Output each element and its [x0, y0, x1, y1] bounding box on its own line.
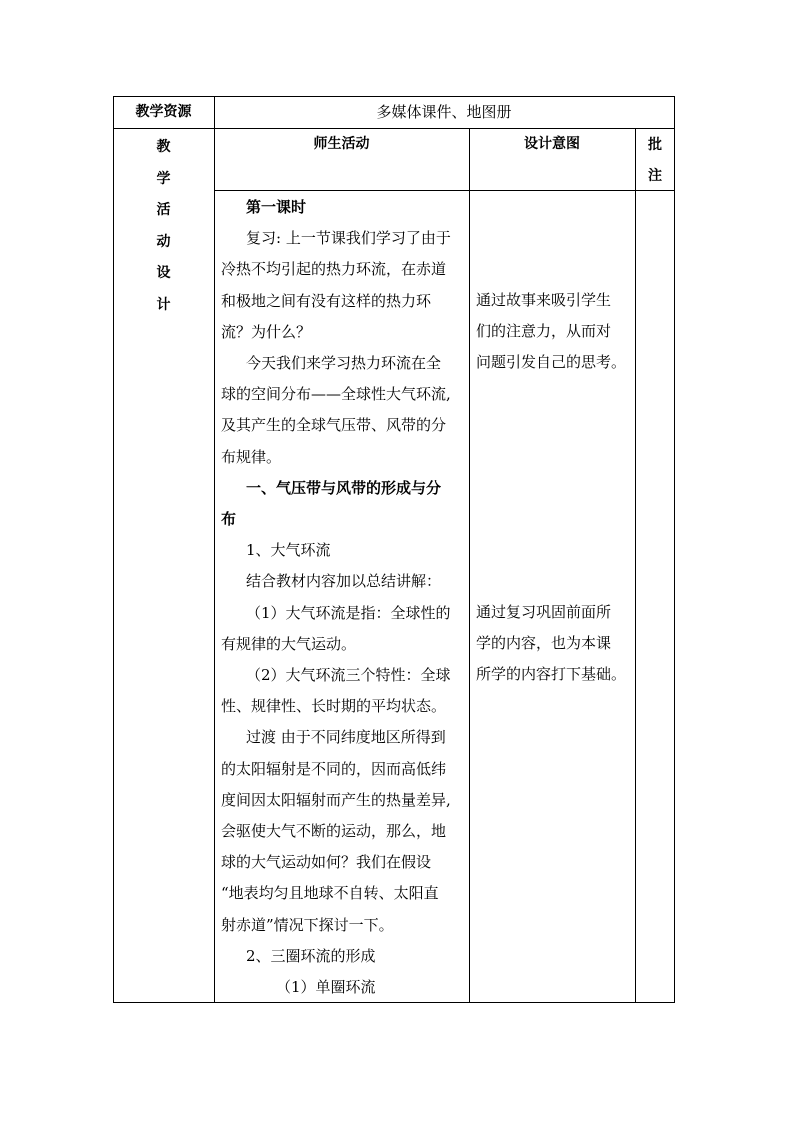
paragraph-line: 流？为什么？: [221, 322, 312, 341]
col-divider-3: [635, 128, 636, 1003]
subsection-heading: 1、大气环流: [246, 541, 331, 560]
resources-value: 多媒体课件、地图册: [376, 103, 512, 121]
resources-label: 教学资源: [135, 104, 192, 120]
section-heading: 布: [221, 510, 237, 529]
paragraph-line: 今天我们来学习热力环流在全: [246, 354, 442, 373]
paragraph-line: 布规律。: [221, 447, 282, 466]
annotation-label-char: 注: [648, 168, 662, 184]
design-line: 们的注意力，从而对: [476, 322, 612, 341]
activity-label-char: 设: [156, 265, 171, 281]
design-line: 通过复习巩固前面所: [476, 603, 612, 621]
design-line: 通过故事来吸引学生: [476, 291, 612, 309]
paragraph-line: 有规律的大气运动。: [221, 634, 357, 653]
paragraph-line: 及其产生的全球气压带、风带的分: [221, 416, 447, 435]
activity-design-label: [113, 132, 214, 321]
paragraph-line: 结合教材内容加以总结讲解：: [246, 572, 442, 591]
list-item: （2）大气环流三个特性：全球: [246, 666, 451, 685]
list-item: （1）单圈环流: [276, 978, 376, 997]
col-divider-1: [214, 96, 215, 1003]
paragraph-line: “地表均匀且地球不自转、太阳直: [221, 884, 439, 903]
col-divider-2: [469, 128, 470, 1003]
teacher-student-activity-header: 师生活动: [313, 136, 370, 152]
activity-label-char: 动: [156, 233, 171, 250]
design-intent-block-1: [476, 285, 636, 379]
design-line: 所学的内容打下基础。: [476, 665, 627, 684]
design-line: 问题引发自己的思考。: [476, 353, 627, 372]
teacher-student-activity-content: [221, 192, 465, 1003]
paragraph-line: 会驱使大气不断的运动，那么，地: [221, 822, 447, 841]
paragraph-line: 的太阳辐射是不同的，因而高低纬: [221, 759, 447, 778]
subsection-heading: 2、三圈环流的形成: [246, 946, 376, 965]
design-intent-block-2: [476, 597, 636, 691]
design-intent-header: 设计意图: [524, 136, 580, 152]
activity-label-char: 学: [156, 170, 171, 187]
design-line: 学的内容，也为本课: [476, 634, 612, 653]
paragraph-line: 性、规律性、长时期的平均状态。: [221, 697, 447, 716]
paragraph-line: 和极地之间有没有这样的热力环: [221, 291, 432, 310]
activity-label-char: 计: [156, 296, 171, 313]
annotation-label-char: 批: [648, 137, 662, 153]
activity-label-char: 教: [156, 139, 171, 155]
paragraph-line: 冷热不均引起的热力环流，在赤道: [221, 260, 447, 279]
paragraph-line: 过渡 由于不同纬度地区所得到: [246, 728, 446, 747]
list-item: （1）大气环流是指：全球性的: [246, 603, 451, 622]
annotation-header: [636, 130, 674, 192]
activity-label-char: 活: [156, 202, 171, 218]
paragraph-line: 射赤道”情况下探讨一下。: [221, 915, 394, 934]
paragraph-line: 球的大气运动如何？我们在假设: [221, 853, 432, 872]
table-right-border: [674, 96, 675, 1003]
lesson-heading: 第一课时: [246, 198, 307, 216]
paragraph-line: 度间因太阳辐射而产生的热量差异,: [221, 790, 451, 809]
subheader-row-divider: [214, 190, 675, 191]
section-heading: 一、气压带与风带的形成与分: [246, 478, 442, 497]
paragraph-line: 球的空间分布——全球性大气环流,: [221, 385, 451, 404]
paragraph-line: 复习: 上一节课我们学习了由于: [246, 229, 451, 248]
